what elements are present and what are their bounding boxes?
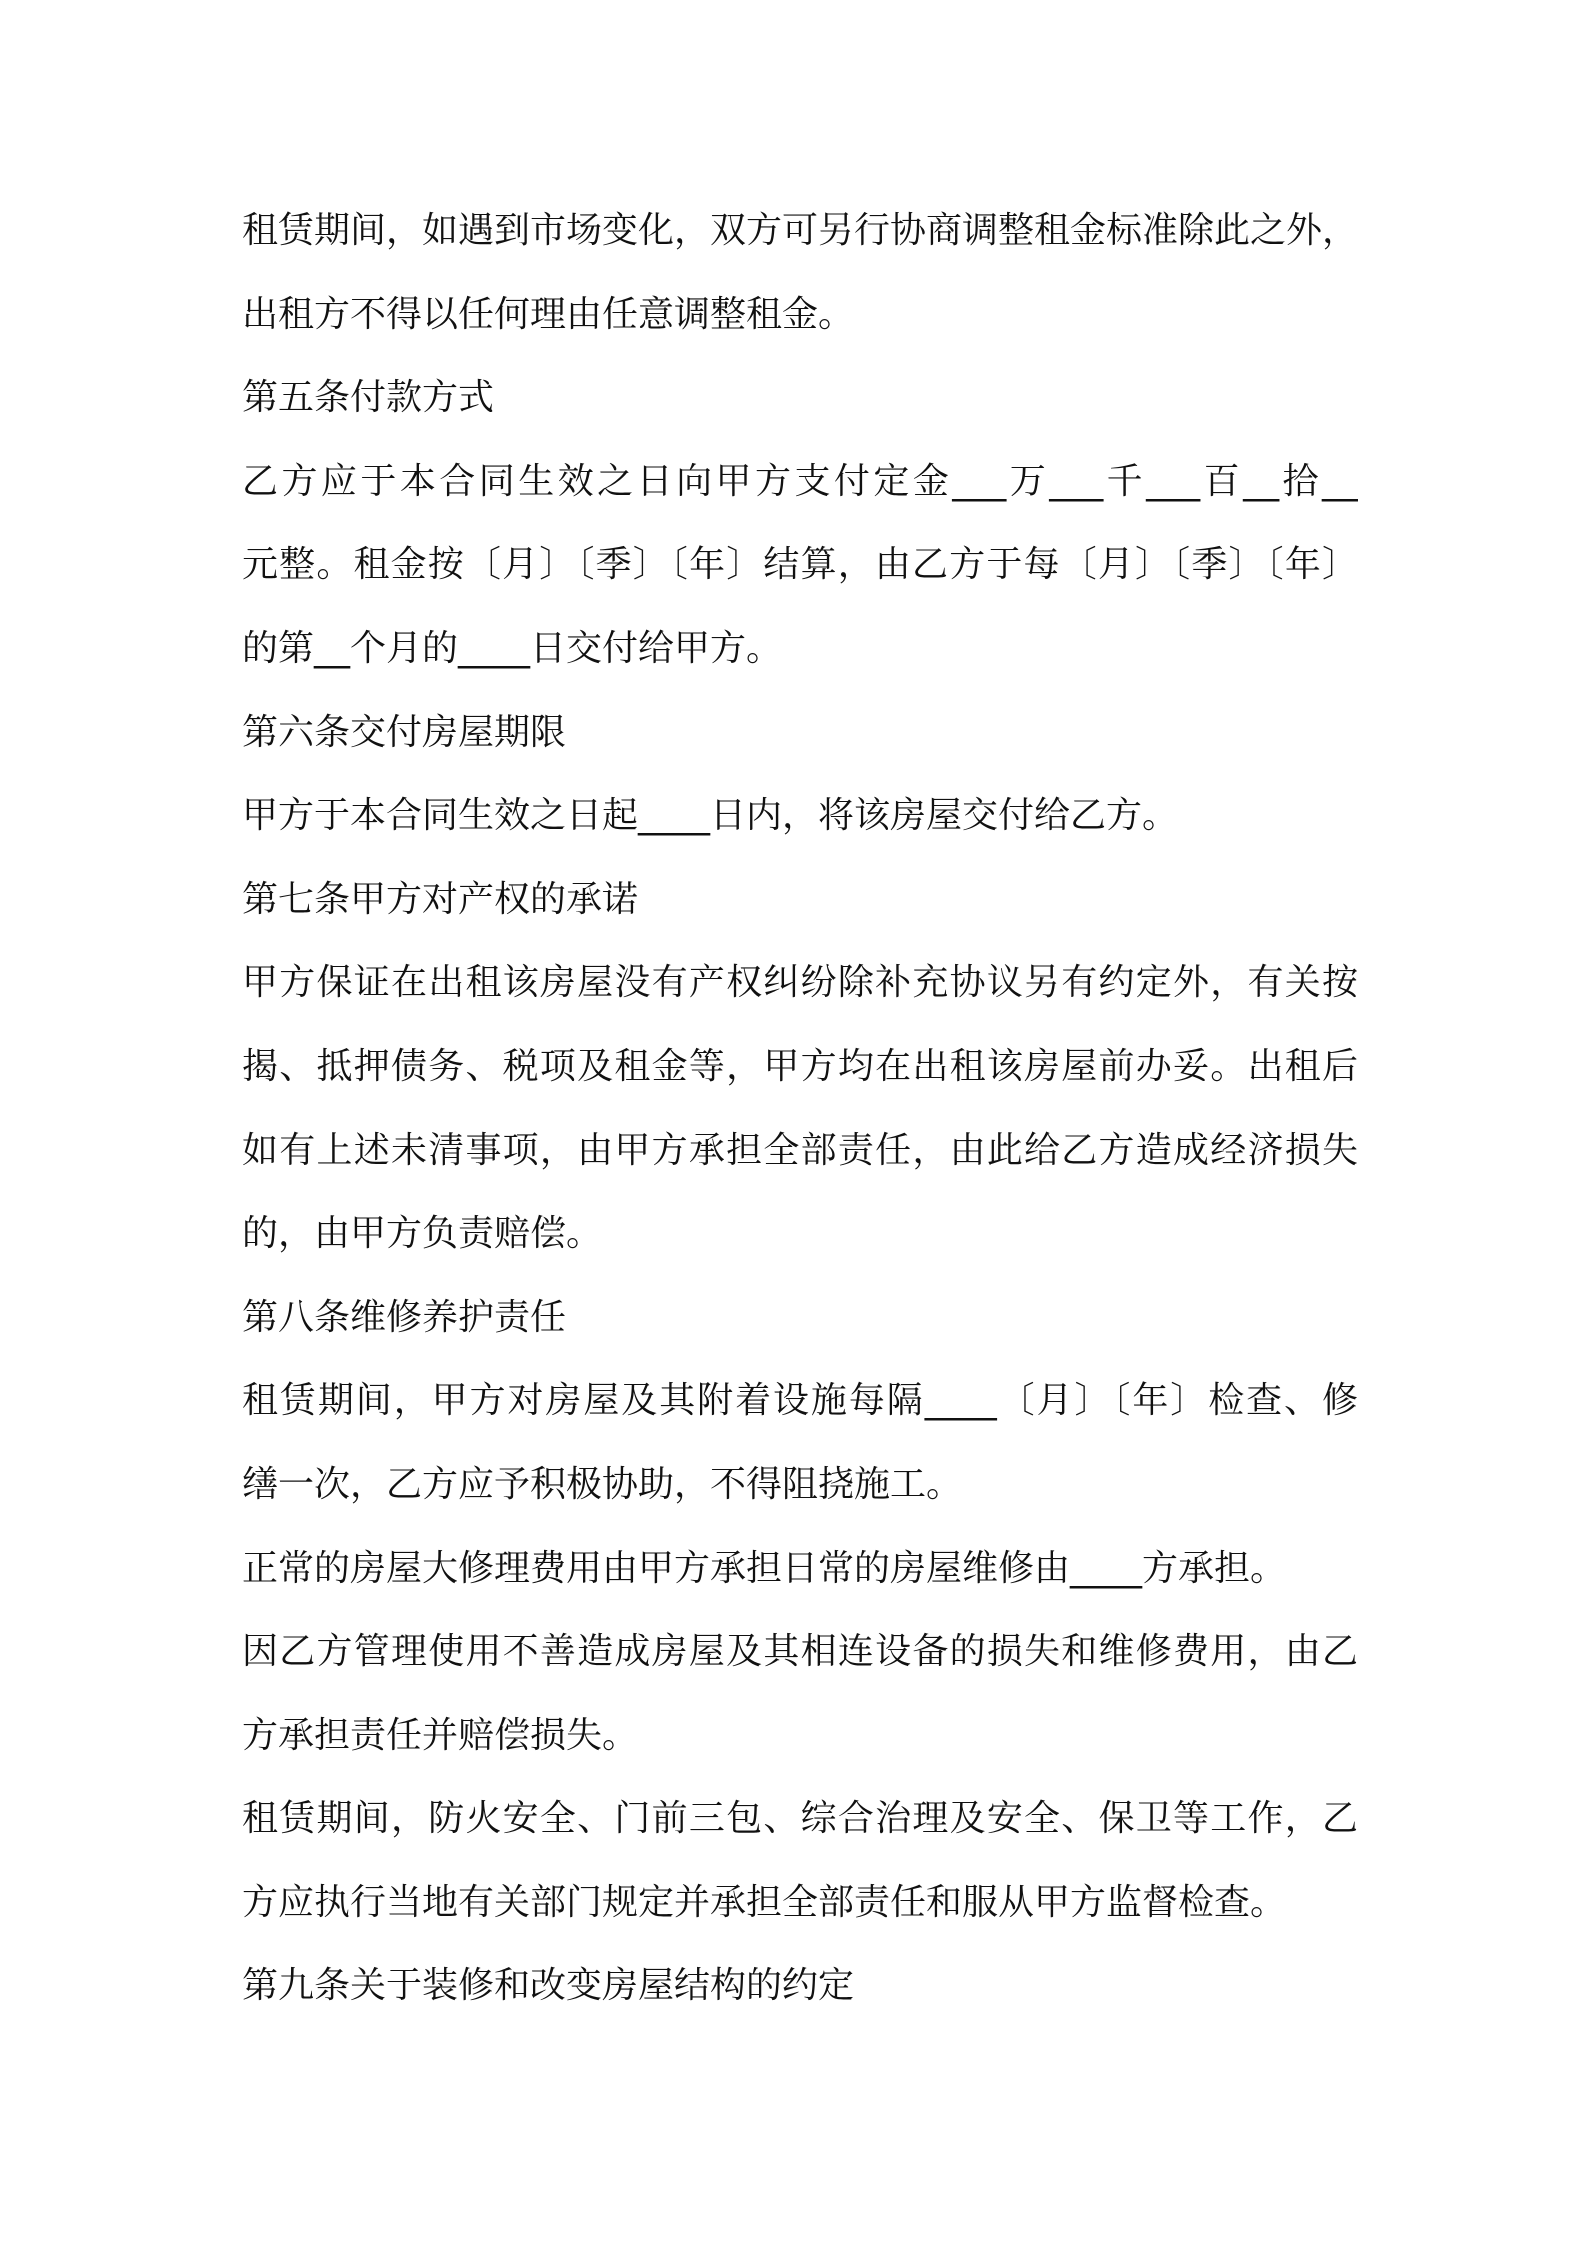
text-line: 的第__个月的____日交付给甲方。 bbox=[242, 627, 783, 669]
text-line: 甲方保证在出租该房屋没有产权纠纷除补充协议另有约定外，有关按 bbox=[242, 962, 1358, 1004]
text-line: 缮一次，乙方应予积极协助，不得阻挠施工。 bbox=[242, 1463, 963, 1505]
section-heading: 第九条关于装修和改变房屋结构的约定 bbox=[242, 1965, 855, 2007]
text-line: 租赁期间，防火安全、门前三包、综合治理及安全、保卫等工作，乙 bbox=[242, 1798, 1358, 1840]
text-line: 如有上述未清事项，由甲方承担全部责任，由此给乙方造成经济损失 bbox=[242, 1129, 1358, 1171]
text-line: 正常的房屋大修理费用由甲方承担日常的房屋维修由____方承担。 bbox=[242, 1547, 1287, 1589]
contract-text bbox=[242, 189, 1358, 2028]
section-heading: 第八条维修养护责任 bbox=[242, 1296, 567, 1338]
text-line: 元整。租金按〔月〕〔季〕〔年〕结算，由乙方于每〔月〕〔季〕〔年〕 bbox=[242, 544, 1358, 586]
text-line: 揭、抵押债务、税项及租金等，甲方均在出租该房屋前办妥。出租后 bbox=[242, 1045, 1358, 1087]
section-heading: 第五条付款方式 bbox=[242, 377, 495, 419]
text-line: 的，由甲方负责赔偿。 bbox=[242, 1213, 603, 1255]
text-line: 因乙方管理使用不善造成房屋及其相连设备的损失和维修费用，由乙 bbox=[242, 1631, 1358, 1673]
text-line: 方承担责任并赔偿损失。 bbox=[242, 1714, 639, 1756]
text-line: 出租方不得以任何理由任意调整租金。 bbox=[242, 293, 855, 335]
text-line: 乙方应于本合同生效之日向甲方支付定金___万___千___百__拾__ bbox=[242, 460, 1358, 502]
section-heading: 第六条交付房屋期限 bbox=[242, 711, 567, 753]
text-line: 方应执行当地有关部门规定并承担全部责任和服从甲方监督检查。 bbox=[242, 1881, 1287, 1923]
text-line: 租赁期间，如遇到市场变化，双方可另行协商调整租金标准除此之外， bbox=[242, 210, 1358, 251]
section-heading: 第七条甲方对产权的承诺 bbox=[242, 878, 639, 920]
text-line: 甲方于本合同生效之日起____日内，将该房屋交付给乙方。 bbox=[242, 795, 1179, 837]
text-line: 租赁期间，甲方对房屋及其附着设施每隔____〔月〕〔年〕检查、修 bbox=[242, 1380, 1358, 1422]
